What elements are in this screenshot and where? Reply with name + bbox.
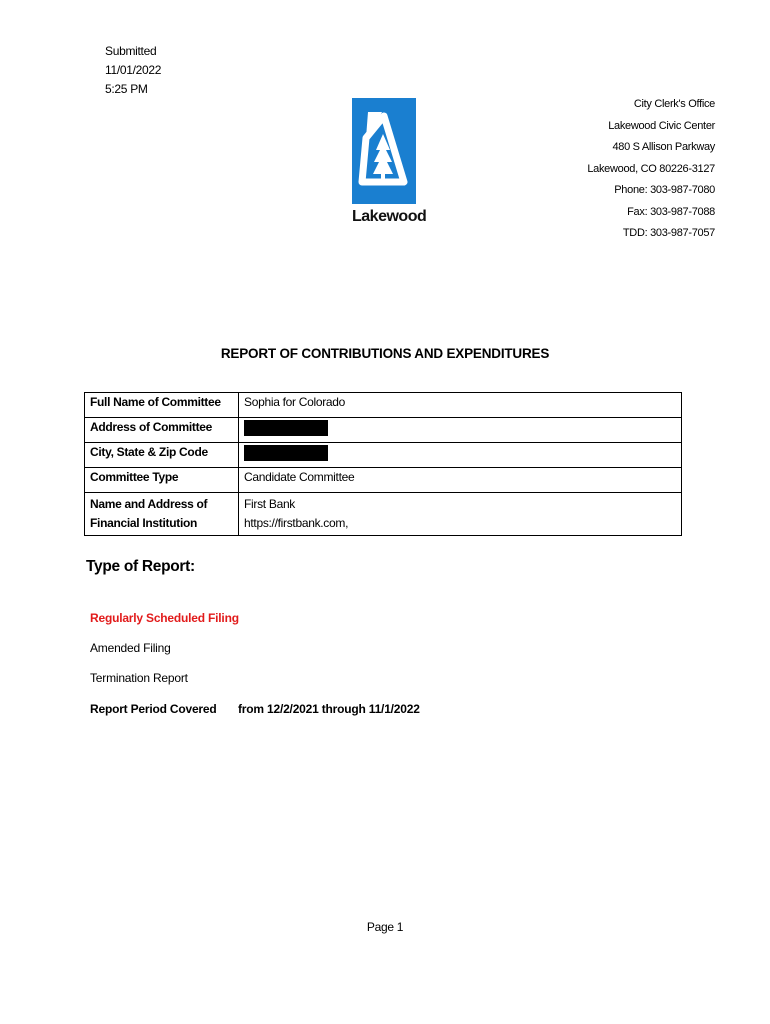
redaction-box (244, 420, 328, 436)
report-type-heading: Type of Report: (86, 558, 195, 575)
committee-type-value: Candidate Committee (239, 468, 682, 493)
office-phone: Phone: 303-987-7080 (614, 184, 715, 196)
office-fax: Fax: 303-987-7088 (627, 205, 715, 218)
redaction-box (244, 445, 328, 461)
table-row (85, 393, 682, 418)
office-line: City Clerk's Office (633, 98, 715, 110)
report-period-value: from 12/2/2021 through 11/1/2022 (238, 702, 420, 716)
institution-url: https://firstbank.com, (244, 516, 349, 530)
submission-stamp (105, 42, 161, 99)
table-row (85, 443, 682, 468)
option-termination-report: Termination Report (90, 671, 188, 685)
logo-wordmark: Lakewood (352, 208, 427, 225)
city-state-zip-label: City, State & Zip Code (85, 443, 239, 468)
financial-institution-value (239, 493, 682, 536)
submitted-label: Submitted (105, 44, 157, 58)
table-row (85, 493, 682, 536)
city-state-zip-value (239, 443, 682, 468)
office-address-block (587, 94, 715, 245)
submitted-time: 5:25 PM (105, 82, 148, 96)
table-row (85, 418, 682, 443)
address-value (239, 418, 682, 443)
option-amended-filing: Amended Filing (90, 641, 171, 655)
tree-triangle-icon (352, 98, 416, 204)
institution-label-line: Financial Institution (90, 516, 198, 530)
committee-type-label: Committee Type (85, 468, 239, 493)
table-row (85, 468, 682, 493)
office-line: Lakewood, CO 80226-3127 (587, 162, 715, 175)
office-line: Lakewood Civic Center (608, 119, 715, 132)
page-number: Page 1 (366, 920, 404, 934)
full-name-value: Sophia for Colorado (239, 393, 682, 418)
institution-name: First Bank (244, 497, 296, 511)
institution-label-line: Name and Address of (90, 497, 208, 511)
lakewood-logo (352, 98, 427, 232)
office-tdd: TDD: 303-987-7057 (622, 227, 715, 239)
office-line: 480 S Allison Parkway (612, 141, 715, 153)
full-name-label: Full Name of Committee (85, 393, 239, 418)
logo-emblem (352, 98, 416, 204)
address-label: Address of Committee (85, 418, 239, 443)
committee-info-table (84, 392, 682, 536)
financial-institution-label (85, 493, 239, 536)
submitted-date: 11/01/2022 (105, 63, 162, 77)
report-period-label: Report Period Covered (90, 702, 217, 716)
report-title: REPORT OF CONTRIBUTIONS AND EXPENDITURES (220, 346, 550, 361)
option-regularly-scheduled-filing: Regularly Scheduled Filing (90, 611, 239, 625)
